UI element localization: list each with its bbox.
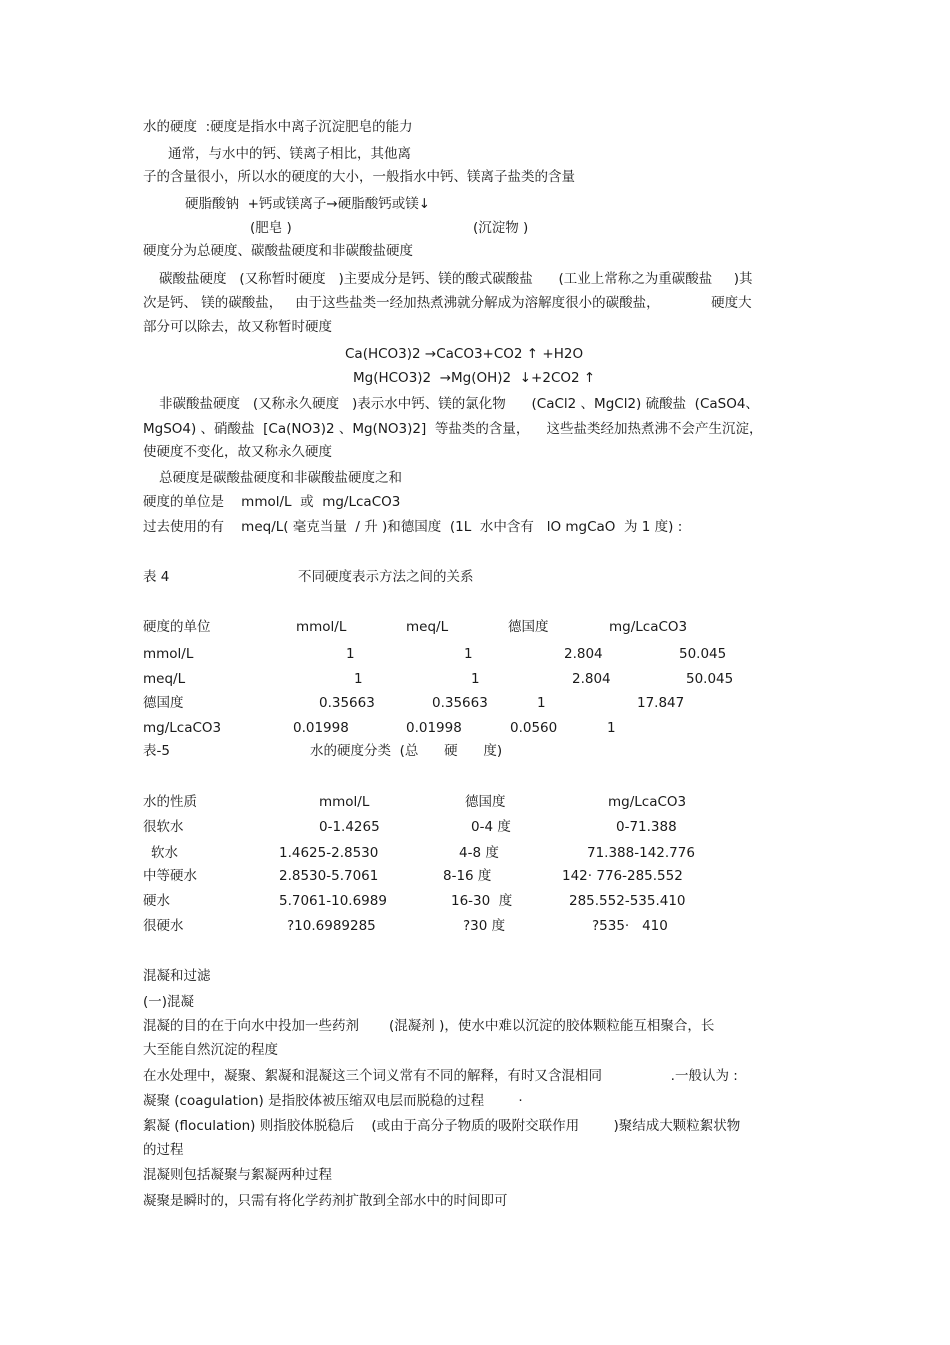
coag-para-4a: 絮凝 (floculation) 则指胶体脱稳后 (或由于高分子物质的吸附交联作用 )聚结成大颗粒絮状物 xyxy=(143,1118,741,1134)
total-hardness: 总硬度是碳酸盐硬度和非碳酸盐硬度之和 xyxy=(159,470,402,486)
table5-header: mg/LcaCO3 xyxy=(608,794,687,810)
noncarbonate-line-2: MgSO4) 、硝酸盐 [Ca(NO3)2 、Mg(NO3)2] 等盐类的含量， 这些盐类经加热煮沸不会产生沉淀， xyxy=(143,421,763,437)
table4-cell: 1 xyxy=(464,646,473,662)
noncarbonate-line-1: 非碳酸盐硬度 (又称永久硬度 )表示水中钙、镁的氯化物 (CaCl2 、MgCl2) 硫酸盐 (CaSO4、 xyxy=(159,396,759,412)
table4-cell: 1 xyxy=(471,671,480,687)
equation-mg: Mg(HCO3)2 →Mg(OH)2 ↓+2CO2 ↑ xyxy=(353,370,596,386)
intro-line-3: 子的含量很小，所以水的硬度的大小，一般指水中钙、镁离子盐类的含量 xyxy=(143,169,575,185)
table4-title: 不同硬度表示方法之间的关系 xyxy=(298,569,474,585)
table5-cell: 5.7061-10.6989 xyxy=(279,893,387,909)
soap-label: (肥皂 ) xyxy=(250,220,292,236)
subsection-heading: (一)混凝 xyxy=(143,994,195,1010)
table4-cell: 1 xyxy=(537,695,546,711)
table5-cell: ?30 度 xyxy=(463,918,506,934)
table5-cell: 1.4625-2.8530 xyxy=(279,845,379,861)
table5-cell: 很软水 xyxy=(143,819,184,835)
table4-label: 表 4 xyxy=(143,569,170,585)
carbonate-line-1: 碳酸盐硬度 (又称暂时硬度 )主要成分是钙、镁的酸式碳酸盐 (工业上常称之为重碳酸盐 )其 xyxy=(159,271,753,287)
table5-cell: 4-8 度 xyxy=(459,845,499,861)
table5-title: 水的硬度分类 (总 硬 度) xyxy=(310,743,503,759)
coag-para-4b: 的过程 xyxy=(143,1142,184,1158)
table4-cell: 2.804 xyxy=(572,671,611,687)
table5-cell: 0-1.4265 xyxy=(319,819,380,835)
table5-cell: 0-4 度 xyxy=(471,819,511,835)
table4-header: 德国度 xyxy=(508,619,549,635)
table4-cell: 1 xyxy=(607,720,616,736)
table5-cell: 8-16 度 xyxy=(443,868,492,884)
intro-title-line: 水的硬度 :硬度是指水中离子沉淀肥皂的能力 xyxy=(143,119,413,135)
table5-cell: 2.8530-5.7061 xyxy=(279,868,379,884)
table5-cell: 软水 xyxy=(151,845,178,861)
table5-cell: 71.388-142.776 xyxy=(587,845,695,861)
carbonate-line-2: 次是钙、 镁的碳酸盐， 由于这些盐类一经加热煮沸就分解成为溶解度很小的碳酸盐， 硬度大 xyxy=(143,295,752,311)
table4-cell: 2.804 xyxy=(564,646,603,662)
precipitate-label: (沉淀物 ) xyxy=(473,220,529,236)
table4-cell: 1 xyxy=(354,671,363,687)
table5-cell: 16-30 度 xyxy=(451,893,513,909)
soap-reaction: 硬脂酸钠 +钙或镁离子→硬脂酸钙或镁↓ xyxy=(185,196,431,212)
coag-para-1a: 混凝的目的在于向水中投加一些药剂 (混凝剂 )，使水中难以沉淀的胶体颗粒能互相聚合，长 xyxy=(143,1018,715,1034)
table4-cell: mg/LcaCO3 xyxy=(143,720,222,736)
table4-header: mmol/L xyxy=(296,619,347,635)
table5-header: 德国度 xyxy=(465,794,506,810)
hardness-units: 硬度的单位是 mmol/L 或 mg/LcaCO3 xyxy=(143,494,401,510)
table5-cell: 很硬水 xyxy=(143,918,184,934)
carbonate-line-3: 部分可以除去，故又称暂时硬度 xyxy=(143,319,332,335)
coag-para-2: 在水处理中，凝聚、絮凝和混凝这三个词义常有不同的解释，有时又含混相同 .一般认为 : xyxy=(143,1068,738,1084)
table4-header: 硬度的单位 xyxy=(143,619,211,635)
table4-cell: mmol/L xyxy=(143,646,194,662)
table4-cell: 0.35663 xyxy=(432,695,488,711)
noncarbonate-line-3: 使硬度不变化，故又称永久硬度 xyxy=(143,444,332,460)
table4-cell: 17.847 xyxy=(637,695,685,711)
table4-cell: 德国度 xyxy=(143,695,184,711)
table4-cell: 50.045 xyxy=(686,671,734,687)
section-heading: 混凝和过滤 xyxy=(143,968,211,984)
table5-cell: ?10.6989285 xyxy=(287,918,376,934)
coag-para-6: 凝聚是瞬时的，只需有将化学药剂扩散到全部水中的时间即可 xyxy=(143,1193,508,1209)
table5-header: mmol/L xyxy=(319,794,370,810)
table4-header: meq/L xyxy=(406,619,449,635)
coag-para-5: 混凝则包括凝聚与絮凝两种过程 xyxy=(143,1167,332,1183)
table5-cell: 硬水 xyxy=(143,893,170,909)
table5-cell: 285.552-535.410 xyxy=(569,893,686,909)
table4-cell: 1 xyxy=(346,646,355,662)
table4-cell: 0.01998 xyxy=(406,720,462,736)
table4-cell: 50.045 xyxy=(679,646,727,662)
past-units: 过去使用的有 meq/L( 毫克当量 / 升 )和德国度 (1L 水中含有 lO mgCaO 为 1 度) : xyxy=(143,519,683,535)
table4-cell: meq/L xyxy=(143,671,186,687)
table5-cell: ?535· 410 xyxy=(592,918,668,934)
coag-para-3: 凝聚 (coagulation) 是指胶体被压缩双电层而脱稳的过程 · xyxy=(143,1093,523,1109)
table4-cell: 0.35663 xyxy=(319,695,375,711)
table5-label: 表-5 xyxy=(143,743,170,759)
table5-cell: 142· 776-285.552 xyxy=(562,868,683,884)
table5-header: 水的性质 xyxy=(143,794,197,810)
table4-header: mg/LcaCO3 xyxy=(609,619,688,635)
coag-para-1b: 大至能自然沉淀的程度 xyxy=(143,1042,278,1058)
equation-ca: Ca(HCO3)2 →CaCO3+CO2 ↑ +H2O xyxy=(345,346,584,362)
hardness-types: 硬度分为总硬度、碳酸盐硬度和非碳酸盐硬度 xyxy=(143,243,413,259)
table4-cell: 0.0560 xyxy=(510,720,558,736)
table4-cell: 0.01998 xyxy=(293,720,349,736)
intro-line-2: 通常，与水中的钙、镁离子相比，其他离 xyxy=(168,146,411,162)
table5-cell: 中等硬水 xyxy=(143,868,197,884)
table5-cell: 0-71.388 xyxy=(616,819,677,835)
